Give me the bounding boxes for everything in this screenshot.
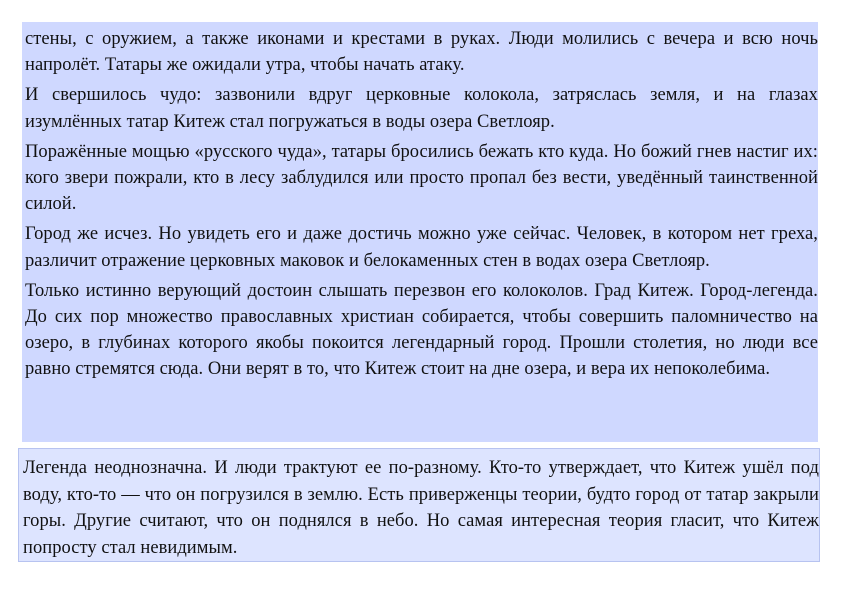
legend-theories-block <box>18 448 820 562</box>
paragraph-pilgrimage: Только истинно верующий достоин слышать перезвон его колоколов. Град Китеж. Город-легенда. До сих пор множество православных христиан собирается, чтобы совершить паломничество на озеро, в глубинах которого якобы покоится легендарный город. Прошли столетия, но люди все равно стремятся сюда. Они верят в то, что Китеж стоит на дне озера, и вера их непоколебима. <box>25 280 818 380</box>
paragraph-city-vanished: Город же исчез. Но увидеть его и даже достичь можно уже сейчас. Человек, в котором нет греха, различит отражение церковных маковок и белокаменных стен в водах озера Светлояр. <box>25 224 818 271</box>
paragraph-night-prayer: стены, с оружием, а также иконами и крестами в руках. Люди молились с вечера и всю ночь напролёт. Татары же ожидали утра, чтобы начать атаку. <box>25 29 818 76</box>
paragraph-tatars-flee: Поражённые мощью «русского чуда», татары бросились бежать кто куда. Но божий гнев настиг их: кого звери пожрали, кто в лесу заблудился или просто пропал без вести, уведённый таинственной силой. <box>25 141 818 215</box>
main-text-block <box>22 22 818 442</box>
paragraph-miracle: И свершилось чудо: зазвонили вдруг церковные колокола, затряслась земля, и на глазах изумлённых татар Китеж стал погружаться в воды озера Светлояр. <box>25 85 818 132</box>
paragraph-legend-theories: Легенда неоднозначна. И люди трактуют ее по-разному. Кто-то утверждает, что Китеж ушёл под воду, кто-то — что он погрузился в землю. Есть приверженцы теории, будто город от татар закрыли горы. Другие считают, что он поднялся в небо. Но самая интересная теория гласит, что Китеж попросту стал невидимым. <box>23 458 819 558</box>
